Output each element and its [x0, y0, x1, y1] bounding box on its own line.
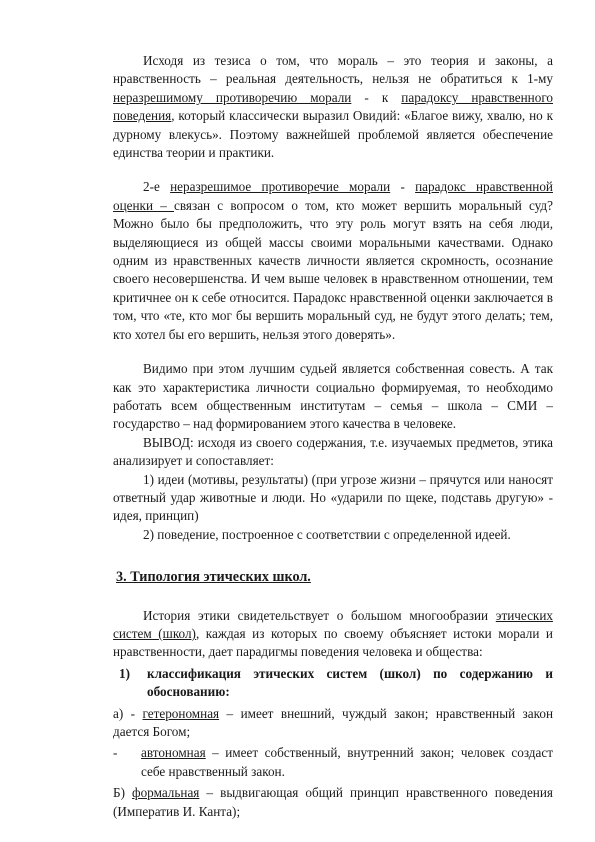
paragraph-ideas: 1) идеи (мотивы, результаты) (при угрозе жизни – прячутся или наносят ответный удар животные и люди. Но «ударили по щеке, подставь другую» - идея, принцип) [113, 471, 553, 524]
underlined-term: парадоксу нравственного поведения [113, 89, 553, 124]
text-span: , каждая из которых по своему объясняет истоки морали и нравственности, дает парадигмы поведения человека и общества: [113, 625, 553, 660]
text-span: История этики свидетельствует о большом многообразии [143, 607, 496, 623]
underlined-term: парадокс нравственной оценки – [113, 179, 553, 213]
text-span: – имеет собственный, внутренний закон; человек создаст себе нравственный закон. [141, 745, 553, 779]
paragraph-conclusion: ВЫВОД: исходя из своего содержания, т.е. изучаемых предметов, этика анализирует и сопоставляет: [113, 434, 553, 469]
text-span: Исходя из тезиса о том, что мораль – это теория и законы, а нравственность – реальная деятельность, нельзя не обратиться к 1-му [113, 53, 553, 87]
underlined-term: неразрешимому противоречию морали [113, 89, 352, 105]
underlined-term: гетерономная [142, 705, 220, 721]
text-span: , который классически выразил Овидий: «Благое вижу, хвалю, но к дурному влекусь». Поэтому важнейшей проблемой является обеспечение единства теории и практики. [113, 108, 553, 161]
list-text [141, 744, 553, 781]
underlined-term: неразрешимое противоречие морали [170, 179, 391, 195]
list-prefix: Б) [113, 785, 133, 801]
paragraph-moral-paradox [113, 52, 553, 162]
underlined-term: этических систем (школ) [113, 607, 553, 641]
section-heading: 3. Типология этических школ. [116, 569, 311, 586]
text-span: - к [351, 89, 402, 105]
text-span: 2-е [143, 179, 171, 195]
text-span: - [390, 179, 416, 195]
paragraph-evaluation-paradox [113, 178, 553, 344]
paragraph-conscience: Видимо при этом лучшим судьей является собственная совесть. А так как это характеристика личности социально формируемая, то необходимо работать всем общественным институтам – семья – школа – СМИ – государство – над формированием этого качества в человеке. [113, 361, 553, 432]
list-dash: - [113, 745, 118, 761]
list-item-autonomous [113, 744, 553, 781]
paragraph-history [113, 607, 553, 662]
list-text: классификация этических систем (школ) по содержанию и обоснованию: [147, 665, 553, 700]
underlined-term: формальная [132, 785, 200, 801]
document-page [113, 52, 553, 821]
list-item-formal [113, 784, 553, 821]
list-item-classification [113, 665, 553, 702]
list-number: 1) [119, 665, 130, 681]
paragraph-behavior: 2) поведение, построенное с соответствии с определенной идеей. [143, 526, 511, 542]
list-prefix: а) - [113, 705, 143, 721]
text-span: связан с вопросом о том, кто может вершить моральный суд? Можно было бы предположить, что эту роль могут взять на себя люди, выделяющиеся из общей массы своими моральными качествами. Однако одним из нравственных качеств личности является скромность, осознание своего несовершенства. И чем выше человек в нравственном отношении, тем критичнее он к себе относится. Парадокс нравственной оценки заключается в том, что «те, кто мог бы вершить моральный суд, не будут этого делать; тем, кто хотел бы его вершить, нельзя этого доверять». [113, 197, 553, 342]
text-span: – выдвигающая общий принцип нравственного поведения (Императив И. Канта); [113, 785, 553, 819]
text-span: – имеет внешний, чуждый закон; нравственный закон дается Богом; [113, 705, 554, 739]
underlined-term: автономная [141, 745, 206, 761]
list-item-heteronomous [113, 705, 553, 742]
